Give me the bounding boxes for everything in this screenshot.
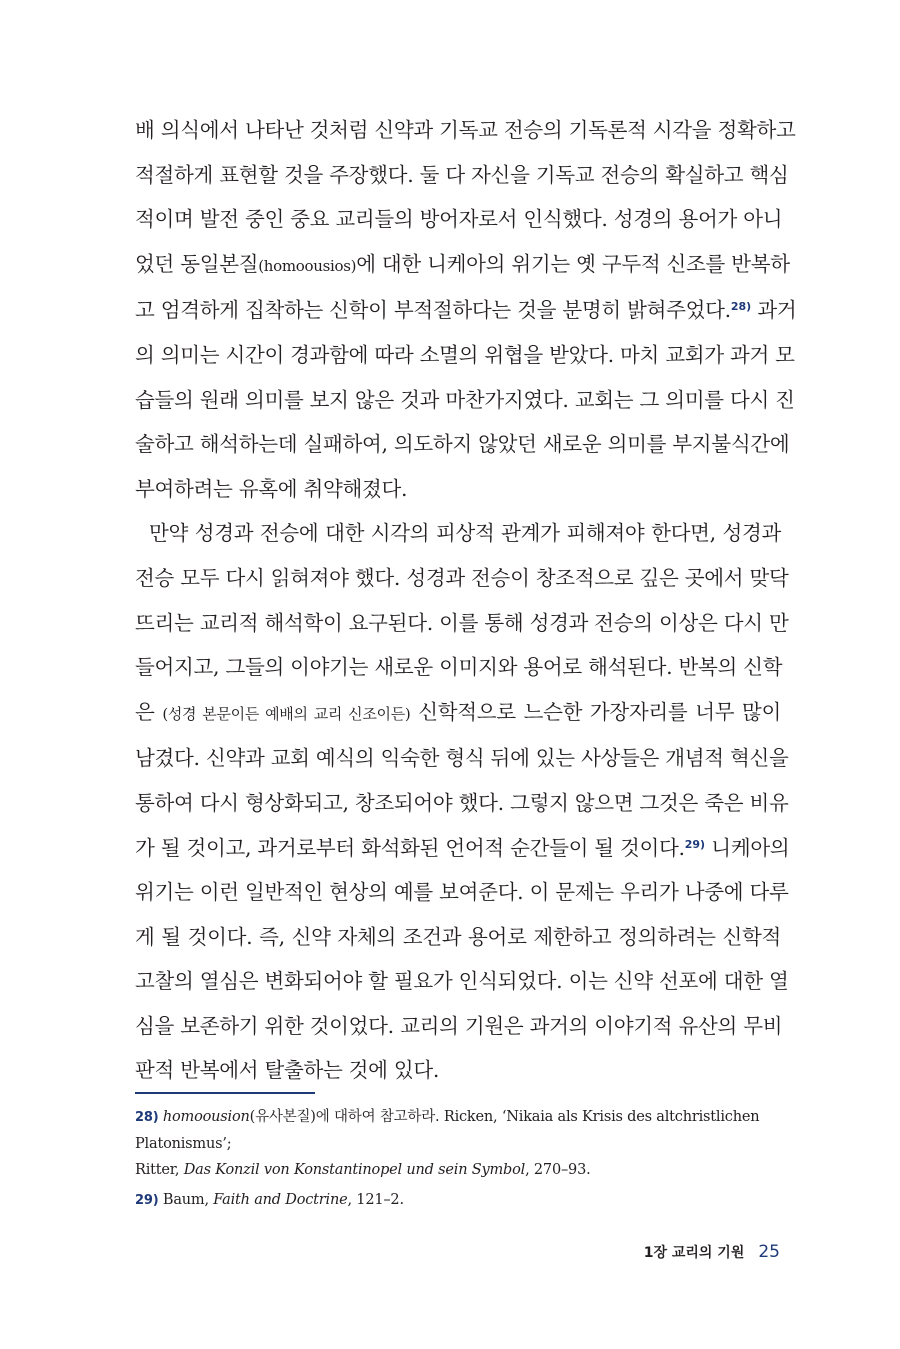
text-line: 뜨리는 교리적 해석학이 요구된다. 이를 통해 성경과 전승의 이상은 다시 만 (135, 610, 789, 635)
text-line: 전승 모두 다시 읽혀져야 했다. 성경과 전승이 창조적으로 깊은 곳에서 맞닥 (135, 565, 789, 590)
footnote-ref-28[interactable]: 28) (730, 300, 752, 314)
footnote-author: Ritter, (135, 1162, 184, 1178)
footnote-pages: , 121–2. (347, 1192, 404, 1208)
text-line (135, 242, 790, 289)
text-segment: 었던 동일본질 (135, 251, 259, 276)
text-line: 통하여 다시 형상화되고, 창조되어야 했다. 그렇지 않으면 그것은 죽은 비유 (135, 790, 789, 815)
text-line: 습들의 원래 의미를 보지 않은 것과 마찬가지였다. 교회는 그 의미를 다시 진 (135, 387, 795, 412)
text-line (135, 288, 797, 333)
text-line (135, 826, 790, 871)
footnote-number: 28) (135, 1110, 159, 1125)
text-segment: 에 대한 니케아의 위기는 옛 구두적 신조를 반복하 (356, 251, 790, 276)
text-line: 고찰의 열심은 변화되어야 할 필요가 인식되었다. 이는 신약 선포에 대한 열 (135, 969, 789, 994)
footnote-divider (135, 1092, 315, 1094)
footnote-pages: , 270–93. (525, 1162, 591, 1178)
text-segment: 신학적으로 느슨한 가장자리를 너무 많이 (410, 699, 781, 724)
text-line: 의 의미는 시간이 경과함에 따라 소멸의 위협을 받았다. 마치 교회가 과거 모 (135, 342, 795, 367)
footnotes (135, 1104, 781, 1214)
footnote-title: Das Konzil von Konstantinopel und sein Symbol (183, 1162, 526, 1178)
text-line: 남겼다. 신약과 교회 예식의 익숙한 형식 뒤에 있는 사상들은 개념적 혁신을 (135, 746, 789, 771)
text-segment: 가 될 것이고, 과거로부터 화석화된 언어적 순간들이 될 것이다. (135, 835, 685, 860)
footnote-author: Baum, (162, 1192, 214, 1208)
body-text (135, 108, 797, 1093)
text-segment: 은 (135, 699, 163, 724)
greek-term: (homoousios) (258, 256, 357, 275)
text-line: 심을 보존하기 위한 것이었다. 교리의 기원은 과거의 이야기적 유산의 무비 (135, 1013, 783, 1038)
footnote-29 (135, 1187, 781, 1214)
running-footer-chapter: 1장 교리의 기원 (643, 1245, 745, 1261)
text-line: 들어지고, 그들의 이야기는 새로운 이미지와 용어로 해석된다. 반복의 신학 (135, 655, 783, 680)
text-line: 게 될 것이다. 즉, 신약 자체의 조건과 용어로 제한하고 정의하려는 신학적 (135, 924, 781, 949)
text-segment: 과거 (751, 298, 797, 323)
text-segment: 니케아의 (705, 835, 790, 860)
text-line: 적이며 발전 중인 중요 교리들의 방어자로서 인식했다. 성경의 용어가 아니 (135, 207, 783, 232)
text-line: 배 의식에서 나타난 것처럼 신약과 기독교 전승의 기독론적 시각을 정확하고 (135, 118, 796, 142)
text-line: 적절하게 표현할 것을 주장했다. 둘 다 자신을 기독교 전승의 확실하고 핵심 (135, 162, 789, 187)
text-line (135, 690, 781, 737)
parenthetical: (성경 본문이든 예배의 교리 신조이든) (162, 704, 411, 723)
footnote-28 (135, 1104, 781, 1183)
page-number: 25 (758, 1242, 780, 1262)
footnote-title: Faith and Doctrine (213, 1192, 348, 1208)
text-line: 부여하려는 유혹에 취약해졌다. (135, 476, 408, 501)
footnote-ref-29[interactable]: 29) (684, 837, 706, 851)
text-line: 술하고 해석하는데 실패하여, 의도하지 않았던 새로운 의미를 부지불식간에 (135, 432, 790, 457)
text-line: 만약 성경과 전승에 대한 시각의 피상적 관계가 피해져야 한다면, 성경과 (149, 521, 781, 546)
text-line: 판적 반복에서 탈출하는 것에 있다. (135, 1058, 440, 1083)
footnote-term: homoousion (162, 1109, 250, 1125)
page-footer (644, 1242, 780, 1262)
text-line: 위기는 이런 일반적인 현상의 예를 보여준다. 이 문제는 우리가 나중에 다루 (135, 880, 789, 905)
text-segment: 고 엄격하게 집착하는 신학이 부적절하다는 것을 분명히 밝혀주었다. (135, 298, 731, 323)
footnote-number: 29) (135, 1193, 159, 1208)
footnote-text: (유사본질)에 대하여 참고하라. Ricken, ‘Nikaia als Krisis des altchristlichen Platonismus’; (135, 1109, 760, 1152)
